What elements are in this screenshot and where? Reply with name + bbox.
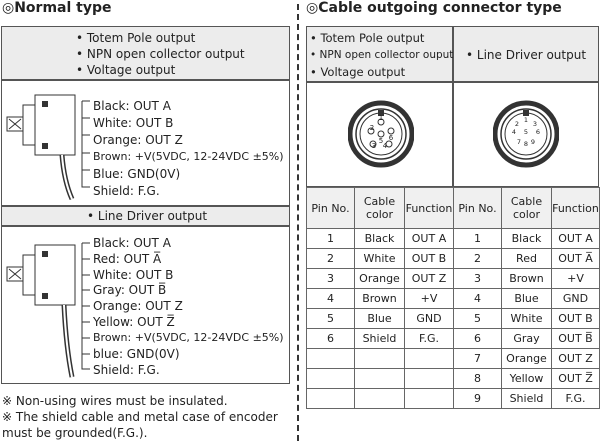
col-pin-no: Pin No.	[307, 188, 355, 229]
normal-output-npn: • NPN open collector output	[76, 47, 245, 61]
conn-output-totem: • Totem Pole output	[310, 31, 425, 45]
table-cell: White	[502, 309, 552, 329]
table-cell: +V	[405, 289, 454, 309]
table-row	[454, 289, 600, 309]
table-cell	[307, 349, 355, 369]
wire-white: White: OUT B	[93, 116, 174, 130]
svg-text:3: 3	[532, 120, 538, 128]
ld-wire-white: White: OUT B	[93, 268, 174, 282]
table-cell: Blue	[502, 289, 552, 309]
col-function: Function	[552, 188, 600, 229]
svg-text:2: 2	[369, 124, 375, 132]
table-cell: 2	[307, 249, 355, 269]
table-cell: 7	[454, 349, 502, 369]
table-cell	[355, 369, 405, 389]
table-cell: Shield	[502, 389, 552, 409]
table-row	[307, 369, 454, 389]
table-cell	[405, 389, 454, 409]
table-cell: OUT B̅	[552, 329, 600, 349]
table-cell: OUT Z̅	[552, 369, 600, 389]
wire-orange: Orange: OUT Z	[93, 133, 183, 147]
table-row	[307, 249, 454, 269]
table-cell: Black	[502, 229, 552, 249]
table-cell: 6	[307, 329, 355, 349]
col-cable-color: Cable color	[502, 188, 552, 229]
ld-wire-red: Red: OUT A̅	[93, 252, 162, 266]
table-row	[307, 389, 454, 409]
svg-text:1: 1	[378, 114, 384, 122]
table-cell: GND	[405, 309, 454, 329]
table-cell: +V	[552, 269, 600, 289]
table-row	[307, 329, 454, 349]
svg-text:6: 6	[535, 128, 541, 136]
ld-wire-black: Black: OUT A	[93, 236, 171, 250]
table-row	[307, 289, 454, 309]
ld-wire-shield: Shield: F.G.	[93, 363, 160, 377]
table-cell	[405, 349, 454, 369]
table-row	[307, 229, 454, 249]
table-row	[454, 309, 600, 329]
table-cell: OUT A	[552, 229, 600, 249]
svg-text:8: 8	[523, 140, 529, 148]
table-cell	[307, 389, 355, 409]
table-row	[454, 269, 600, 289]
normal-output-totem: • Totem Pole output	[76, 31, 196, 45]
connector-6pin-icon	[348, 96, 414, 172]
encoder-body-icon	[2, 81, 102, 205]
table-row	[454, 229, 600, 249]
ld-wire-orange: Orange: OUT Z	[93, 299, 183, 313]
table-cell: 5	[454, 309, 502, 329]
table-cell: OUT Z	[405, 269, 454, 289]
table-cell: OUT Z	[552, 349, 600, 369]
pin-table-left	[306, 187, 454, 409]
table-cell: Shield	[355, 329, 405, 349]
normal-type-title: ◎Normal type	[2, 0, 112, 16]
line-driver-header-label: • Line Driver output	[87, 209, 208, 223]
wire-brown: Brown: +V(5VDC, 12-24VDC ±5%)	[93, 150, 284, 163]
table-cell	[405, 369, 454, 389]
normal-output-voltage: • Voltage output	[76, 63, 176, 77]
note-insulate: ※ Non-using wires must be insulated.	[2, 394, 228, 408]
svg-text:9: 9	[530, 138, 536, 146]
wire-blue: Blue: GND(0V)	[93, 167, 181, 181]
table-row	[454, 349, 600, 369]
table-cell	[307, 369, 355, 389]
table-cell: Yellow	[502, 369, 552, 389]
note-ground: ※ The shield cable and metal case of encoder must be grounded(F.G.).	[2, 410, 278, 440]
table-cell: GND	[552, 289, 600, 309]
conn-output-npn: • NPN open collector ouput	[310, 49, 454, 61]
section-divider	[297, 4, 299, 441]
normal-wiring-panel	[1, 80, 290, 206]
table-cell: 1	[454, 229, 502, 249]
table-cell: F.G.	[552, 389, 600, 409]
svg-text:4: 4	[511, 128, 517, 136]
ld-wire-yellow: Yellow: OUT Z̅	[93, 315, 175, 329]
table-row	[307, 309, 454, 329]
table-cell: 4	[454, 289, 502, 309]
table-cell: Orange	[502, 349, 552, 369]
table-cell	[355, 349, 405, 369]
normal-outputs-header	[1, 26, 290, 80]
table-cell	[355, 389, 405, 409]
table-cell: Brown	[502, 269, 552, 289]
table-row	[454, 389, 600, 409]
table-row	[454, 249, 600, 269]
svg-text:4: 4	[382, 142, 388, 150]
table-cell: Brown	[355, 289, 405, 309]
table-row	[307, 349, 454, 369]
svg-text:3: 3	[371, 142, 377, 150]
svg-text:5: 5	[523, 128, 529, 136]
table-cell: 4	[307, 289, 355, 309]
connector-type-title: ◎Cable outgoing connector type	[306, 0, 562, 16]
table-cell: Blue	[355, 309, 405, 329]
table-cell: 1	[307, 229, 355, 249]
conn-output-voltage: • Voltage output	[310, 65, 406, 79]
table-cell: OUT B	[552, 309, 600, 329]
line-driver-header	[1, 206, 290, 226]
svg-text:7: 7	[516, 138, 522, 146]
table-cell: 8	[454, 369, 502, 389]
table-cell: 6	[454, 329, 502, 349]
table-cell: Orange	[355, 269, 405, 289]
ld-wire-brown: Brown: +V(5VDC, 12-24VDC ±5%)	[93, 331, 284, 344]
table-row	[307, 269, 454, 289]
table-cell: OUT A	[405, 229, 454, 249]
ld-wire-gray: Gray: OUT B̅	[93, 283, 167, 297]
encoder-body-icon	[2, 227, 102, 383]
table-cell: White	[355, 249, 405, 269]
table-cell: OUT A̅	[552, 249, 600, 269]
table-cell: Gray	[502, 329, 552, 349]
connector-9pin-icon	[493, 96, 559, 172]
connector-right-header	[453, 26, 599, 82]
table-cell: F.G.	[405, 329, 454, 349]
conn-line-driver: • Line Driver output	[466, 48, 587, 62]
ld-wire-blue: blue: GND(0V)	[93, 347, 180, 361]
svg-text:6: 6	[388, 134, 394, 142]
table-cell: OUT B	[405, 249, 454, 269]
table-cell: Red	[502, 249, 552, 269]
connector-left-header	[306, 26, 453, 82]
col-function: Function	[405, 188, 454, 229]
pin-table-right	[453, 187, 600, 409]
table-cell: Black	[355, 229, 405, 249]
svg-text:2: 2	[514, 120, 520, 128]
svg-text:1: 1	[523, 116, 529, 124]
svg-text:5: 5	[378, 137, 384, 145]
table-cell: 5	[307, 309, 355, 329]
line-driver-wiring-panel	[1, 226, 290, 384]
table-row	[454, 329, 600, 349]
table-cell: 3	[454, 269, 502, 289]
table-cell: 2	[454, 249, 502, 269]
table-cell: 9	[454, 389, 502, 409]
table-cell: 3	[307, 269, 355, 289]
table-row	[454, 369, 600, 389]
col-pin-no: Pin No.	[454, 188, 502, 229]
col-cable-color: Cable color	[355, 188, 405, 229]
wire-shield: Shield: F.G.	[93, 184, 160, 198]
wire-black: Black: OUT A	[93, 99, 171, 113]
